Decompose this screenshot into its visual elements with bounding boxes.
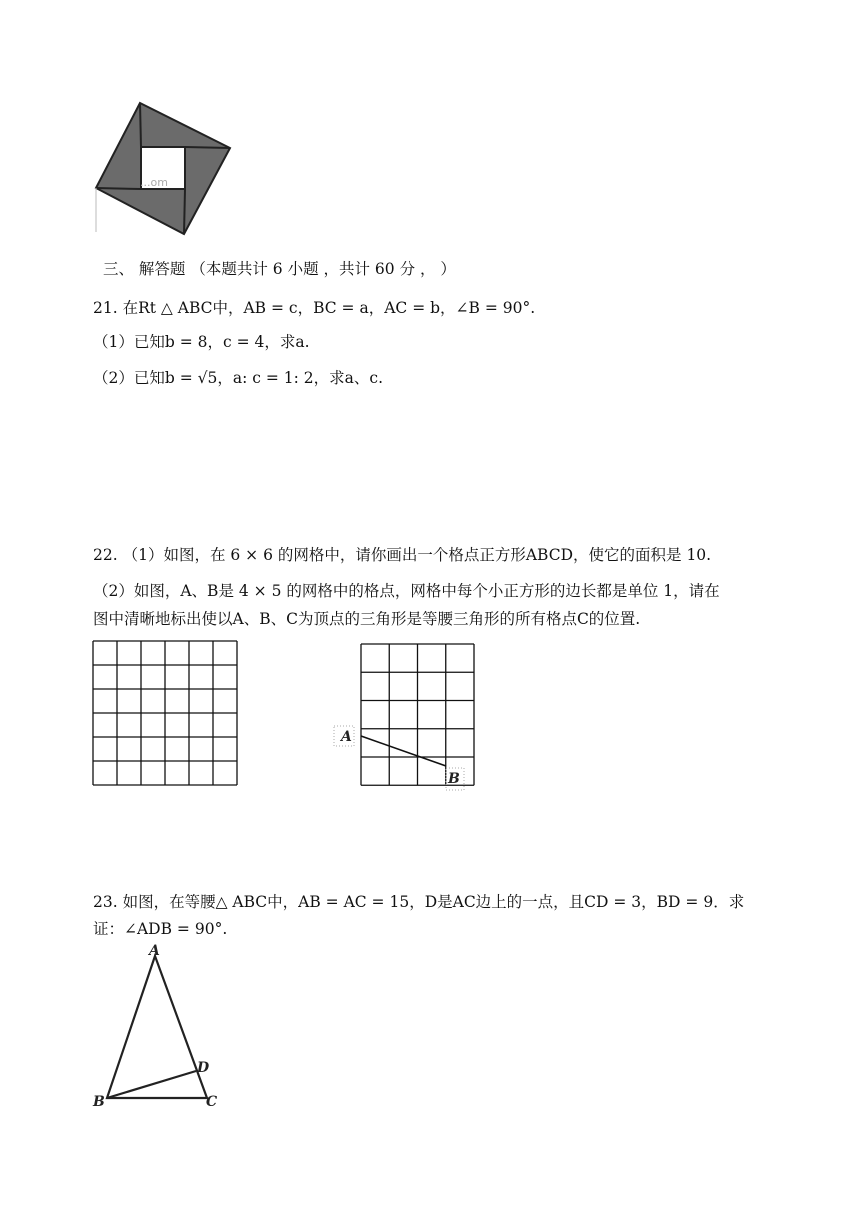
q21-part2: （2）已知b = √5，a: c = 1: 2，求a、c. xyxy=(93,369,383,387)
q22-part2-line1: （2）如图，A、B是 4 × 5 的网格中的格点，网格中每个小正方形的边长都是单位 1，请在 xyxy=(93,582,720,600)
q23-line2: 证：∠ADB = 90°. xyxy=(93,920,228,938)
watermark-text: ...om xyxy=(140,176,168,189)
vertex-label-a: A xyxy=(149,943,160,959)
segment-bd xyxy=(107,1071,196,1098)
q23-line1: 23. 如图，在等腰△ ABC中，AB = AC = 15，D是AC边上的一点，且CD = 3，BD = 9．求 xyxy=(93,893,745,911)
vertex-label-b: B xyxy=(93,1094,105,1110)
point-label-a: A xyxy=(341,729,352,745)
triangle-abc xyxy=(107,956,207,1098)
section-heading: 三、 解答题 （本题共计 6 小题 ，共计 60 分 ， ） xyxy=(103,260,456,278)
vertex-label-d: D xyxy=(197,1060,210,1076)
q21-stem: 21. 在Rt △ ABC中，AB = c，BC = a，AC = b，∠B = 90°. xyxy=(93,299,536,317)
q22-part2-line2: 图中清晰地标出使以A、B、C为顶点的三角形是等腰三角形的所有格点C的位置. xyxy=(93,610,641,628)
vertex-label-c: C xyxy=(206,1094,218,1110)
q21-part1: （1）已知b = 8，c = 4，求a. xyxy=(93,333,310,351)
point-label-b: B xyxy=(448,771,460,787)
q22-part1: 22. （1）如图，在 6 × 6 的网格中，请你画出一个格点正方形ABCD，使它的面积是 10. xyxy=(93,546,712,564)
